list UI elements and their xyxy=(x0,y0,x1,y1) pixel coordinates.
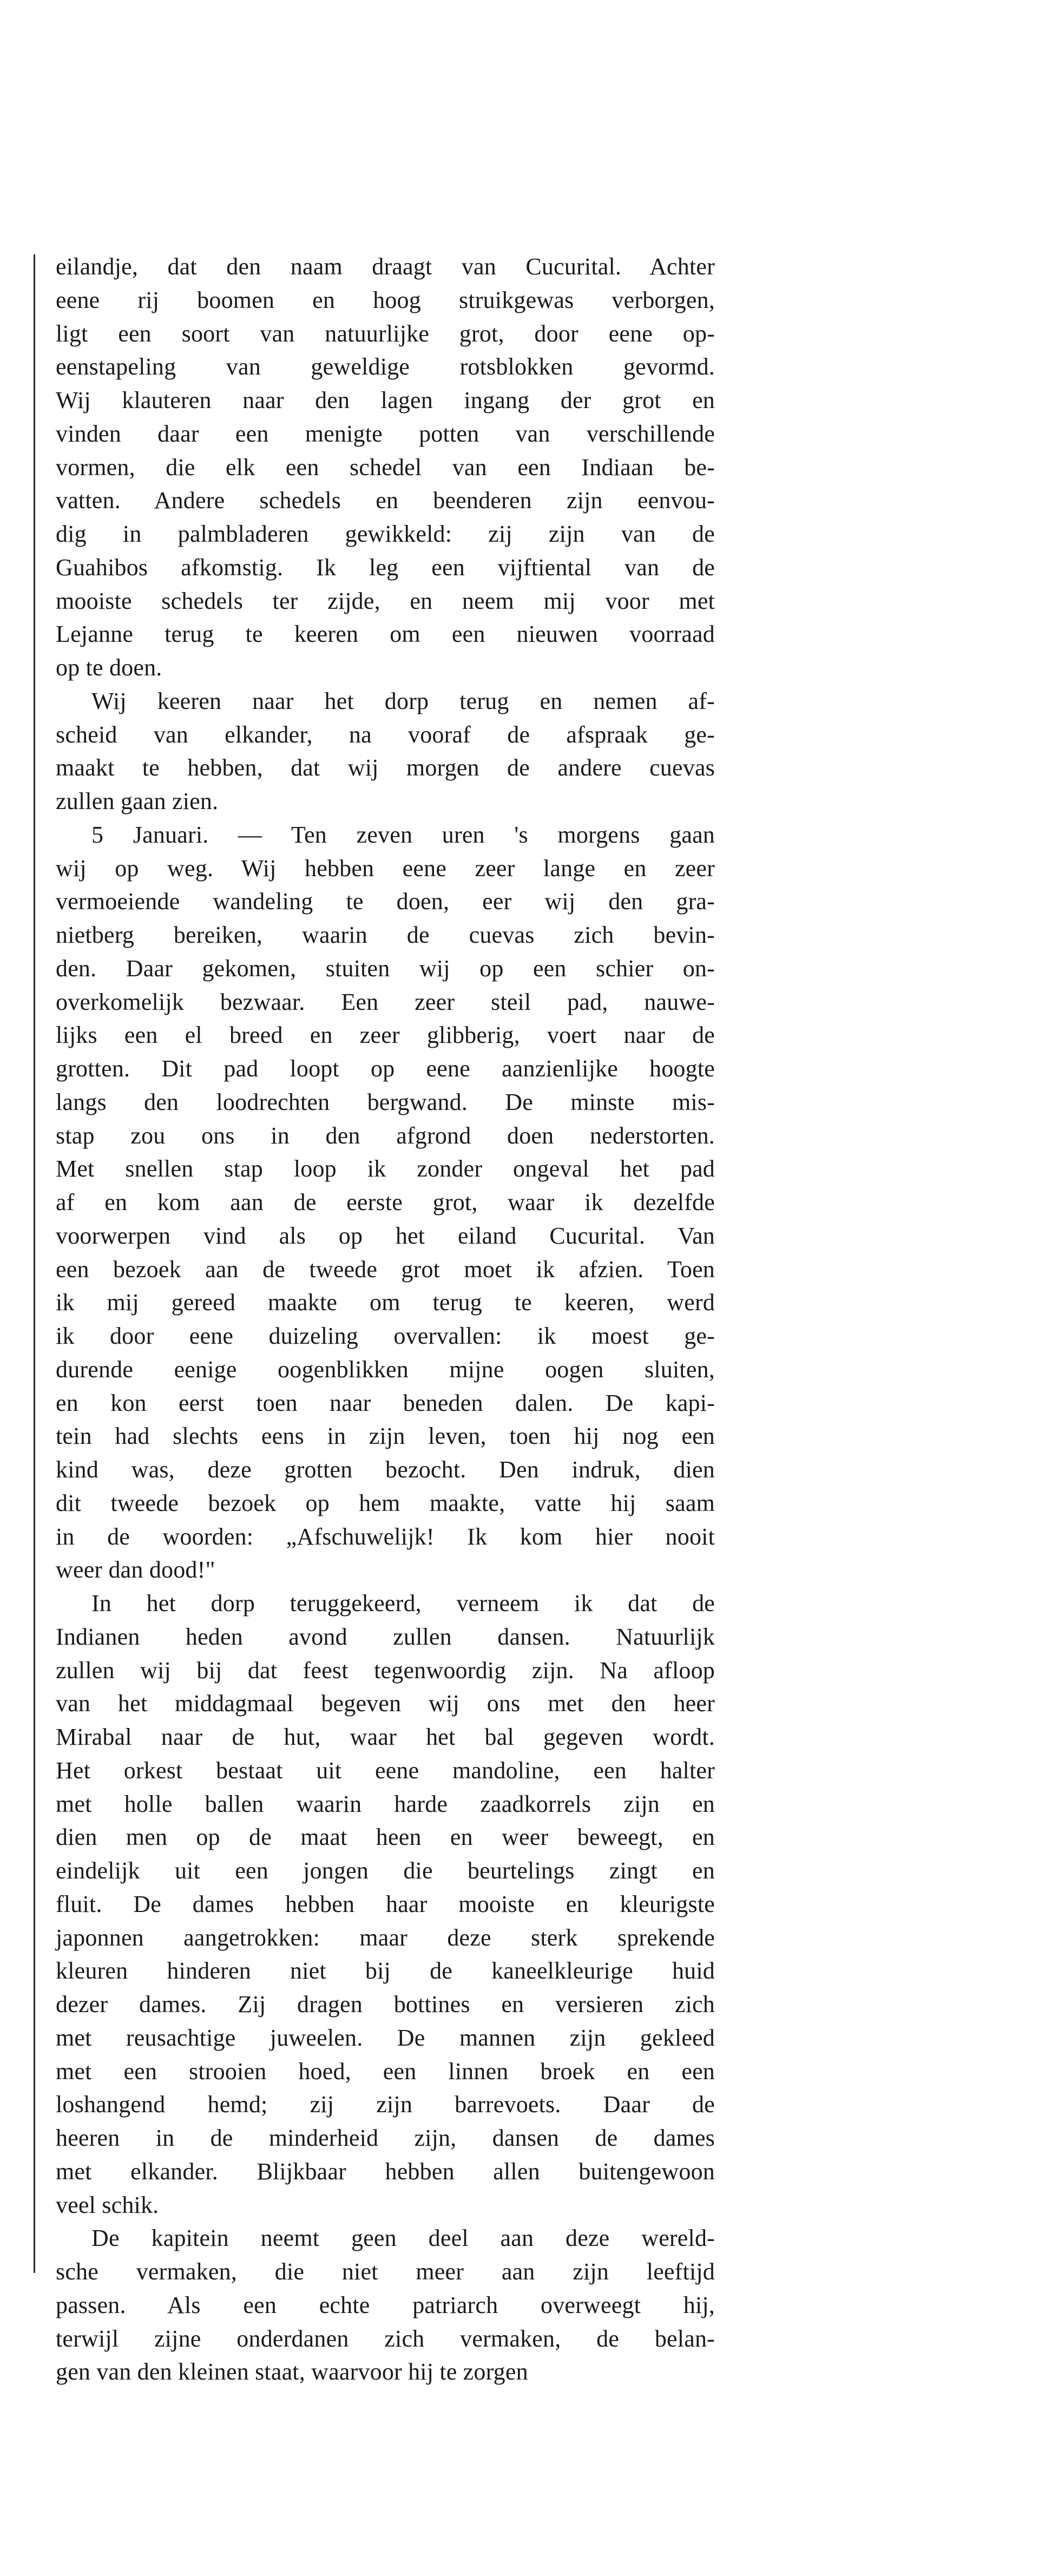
text-line: mooiste schedels ter zijde, en neem mij voor met xyxy=(56,587,715,614)
paragraph xyxy=(56,2222,715,2389)
text-line: sche vermaken, die niet meer aan zijn leeftijd xyxy=(56,2258,715,2285)
text-line: De kapitein neemt geen deel aan deze wereld- xyxy=(91,2225,715,2252)
paragraph xyxy=(56,685,715,818)
text-line: zullen wij bij dat feest tegenwoordig zijn. Na afloop xyxy=(56,1657,715,1684)
text-line: 5 Januari. — Ten zeven uren 's morgens gaan xyxy=(91,821,715,848)
text-line: met een strooien hoed, een linnen broek en een xyxy=(56,2058,715,2085)
text-line: Wij keeren naar het dorp terug en nemen af- xyxy=(91,687,715,714)
text-line: af en kom aan de eerste grot, waar ik dezelfde xyxy=(56,1189,715,1215)
text-line: ik door eene duizeling overvallen: ik moest ge- xyxy=(56,1323,715,1349)
text-line: dig in palmbladeren gewikkeld: zij zijn van de xyxy=(56,521,715,547)
text-line: nietberg bereiken, waarin de cuevas zich bevin- xyxy=(56,922,715,948)
text-line: een bezoek aan de tweede grot moet ik afzien. Toen xyxy=(56,1256,715,1283)
text-line: tein had slechts eens in zijn leven, toen hij nog een xyxy=(56,1423,715,1450)
text-line: voorwerpen vind als op het eiland Cucurital. Van xyxy=(56,1222,715,1249)
text-line: terwijl zijne onderdanen zich vermaken, de belan- xyxy=(56,2325,715,2352)
text-line: ik mij gereed maakte om terug te keeren, werd xyxy=(56,1289,715,1316)
margin-rule xyxy=(34,254,35,2273)
text-line: Het orkest bestaat uit eene mandoline, een halter xyxy=(56,1757,715,1784)
text-line: Mirabal naar de hut, waar het bal gegeven wordt. xyxy=(56,1724,715,1750)
text-line: In het dorp teruggekeerd, verneem ik dat de xyxy=(91,1590,715,1616)
text-line: heeren in de minderheid zijn, dansen de dames xyxy=(56,2125,715,2151)
paragraph xyxy=(56,1587,715,2222)
text-line: van het middagmaal begeven wij ons met den heer xyxy=(56,1690,715,1717)
text-line: vermoeiende wandeling te doen, eer wij den gra- xyxy=(56,888,715,915)
text-line: scheid van elkander, na vooraf de afspraak ge- xyxy=(56,721,715,748)
body-text xyxy=(56,250,715,2389)
text-line: overkomelijk bezwaar. Een zeer steil pad, nauwe- xyxy=(56,988,715,1015)
text-line: veel schik. xyxy=(56,2191,159,2218)
text-line: met reusachtige juweelen. De mannen zijn gekleed xyxy=(56,2024,715,2051)
text-line: weer dan dood!" xyxy=(56,1556,215,1583)
text-line: stap zou ons in den afgrond doen nederstorten. xyxy=(56,1122,715,1149)
text-line: durende eenige oogenblikken mijne oogen sluiten, xyxy=(56,1356,715,1383)
text-line: gen van den kleinen staat, waarvoor hij te zorgen xyxy=(56,2358,528,2386)
text-line: met holle ballen waarin harde zaadkorrels zijn en xyxy=(56,1790,715,1817)
text-line: op te doen. xyxy=(56,654,162,681)
text-line: eene rij boomen en hoog struikgewas verborgen, xyxy=(56,286,715,313)
text-line: fluit. De dames hebben haar mooiste en kleurigste xyxy=(56,1890,715,1917)
text-line: kind was, deze grotten bezocht. Den indruk, dien xyxy=(56,1456,715,1483)
text-line: Wij klauteren naar den lagen ingang der grot en xyxy=(56,387,715,413)
text-line: dien men op de maat heen en weer beweegt, en xyxy=(56,1824,715,1851)
text-line: maakt te hebben, dat wij morgen de andere cuevas xyxy=(56,754,715,781)
text-line: vatten. Andere schedels en beenderen zijn eenvou- xyxy=(56,487,715,514)
text-line: grotten. Dit pad loopt op eene aanzienlijke hoogte xyxy=(56,1055,715,1082)
text-line: in de woorden: „Afschuwelijk! Ik kom hier nooit xyxy=(56,1523,715,1550)
text-line: loshangend hemd; zij zijn barrevoets. Daar de xyxy=(56,2091,715,2118)
paragraph xyxy=(56,818,715,1587)
text-line: kleuren hinderen niet bij de kaneelkleurige huid xyxy=(56,1957,715,1984)
text-line: Lejanne terug te keeren om een nieuwen voorraad xyxy=(56,621,715,648)
text-line: met elkander. Blijkbaar hebben allen buitengewoon xyxy=(56,2158,715,2185)
text-line: lijks een el breed en zeer glibberig, voert naar de xyxy=(56,1022,715,1049)
text-line: passen. Als een echte patriarch overweegt hij, xyxy=(56,2291,715,2318)
text-line: eilandje, dat den naam draagt van Cucurital. Achter xyxy=(56,253,715,280)
text-line: dezer dames. Zij dragen bottines en versieren zich xyxy=(56,1991,715,2018)
text-line: en kon eerst toen naar beneden dalen. De kapi- xyxy=(56,1389,715,1416)
paragraph xyxy=(56,250,715,685)
text-line: vinden daar een menigte potten van verschillende xyxy=(56,420,715,447)
text-line: japonnen aangetrokken: maar deze sterk sprekende xyxy=(56,1924,715,1951)
text-line: Indianen heden avond zullen dansen. Natuurlijk xyxy=(56,1623,715,1650)
text-line: dit tweede bezoek op hem maakte, vatte hij saam xyxy=(56,1489,715,1516)
text-line: Met snellen stap loop ik zonder ongeval het pad xyxy=(56,1155,715,1182)
text-line: langs den loodrechten bergwand. De minste mis- xyxy=(56,1088,715,1115)
text-line: ligt een soort van natuurlijke grot, door eene op- xyxy=(56,320,715,347)
text-line: den. Daar gekomen, stuiten wij op een schier on- xyxy=(56,955,715,982)
text-line: wij op weg. Wij hebben eene zeer lange en zeer xyxy=(56,855,715,882)
text-line: Guahibos afkomstig. Ik leg een vijftiental van de xyxy=(56,554,715,581)
text-line: eindelijk uit een jongen die beurtelings zingt en xyxy=(56,1857,715,1884)
text-line: vormen, die elk een schedel van een Indiaan be- xyxy=(56,454,715,481)
text-line: eenstapeling van geweldige rotsblokken gevormd. xyxy=(56,353,715,380)
text-line: zullen gaan zien. xyxy=(56,788,219,814)
